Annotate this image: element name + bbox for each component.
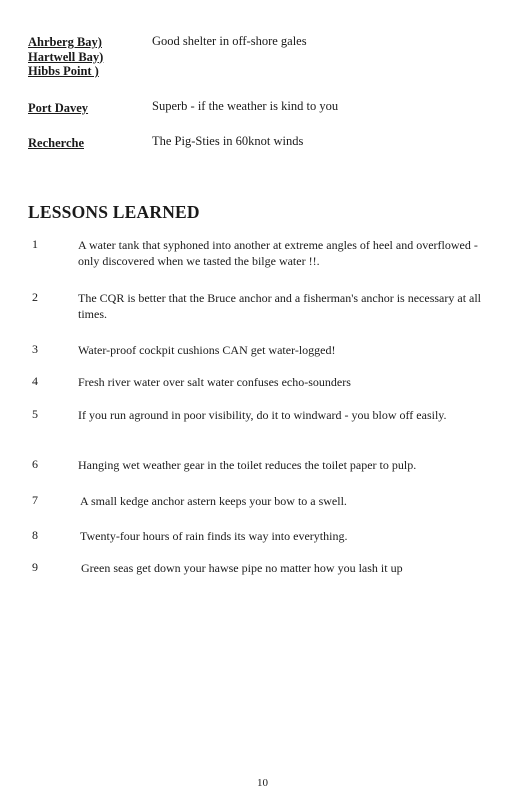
lesson-text: Hanging wet weather gear in the toilet reduces the toilet paper to pulp. [78, 458, 417, 472]
lesson-text: If you run aground in poor visibility, do it to windward - you blow off easily. [78, 408, 447, 422]
lesson-text: Fresh river water over salt water confuses echo-sounders [78, 375, 351, 389]
lesson-text: A small kedge anchor astern keeps your bow to a swell. [80, 494, 347, 508]
anchorage-description: The Pig-Sties in 60knot winds [152, 134, 304, 148]
lesson-number: 2 [32, 290, 38, 304]
lesson-number: 3 [32, 342, 38, 356]
lesson-number: 9 [32, 560, 38, 574]
lesson-text: The CQR is better that the Bruce anchor and a fisherman's anchor is necessary at all times. [78, 291, 482, 321]
anchorage-description: Superb - if the weather is kind to you [152, 99, 339, 113]
lesson-text: Water-proof cockpit cushions CAN get water-logged! [78, 343, 336, 357]
lesson-number: 4 [32, 374, 38, 388]
anchorage-names [28, 35, 103, 79]
lesson-number: 6 [32, 457, 38, 471]
lesson-text: A water tank that syphoned into another at extreme angles of heel and overflowed - only discovered when we tasted the bilge water !!. [78, 238, 478, 268]
anchorage-name: Recherche [28, 136, 84, 150]
anchorage-name: Hibbs Point ) [28, 64, 99, 78]
anchorage-names [28, 136, 84, 151]
lesson-text: Twenty-four hours of rain finds its way into everything. [80, 529, 348, 543]
anchorage-description: Good shelter in off-shore gales [152, 34, 307, 48]
anchorage-name: Port Davey [28, 101, 89, 115]
lesson-number: 8 [32, 528, 38, 542]
anchorage-name: Ahrberg Bay) [28, 35, 102, 49]
page-number: 10 [257, 777, 268, 789]
lesson-number: 5 [32, 407, 38, 421]
anchorage-names [28, 101, 88, 116]
anchorage-name: Hartwell Bay) [28, 49, 104, 64]
lesson-number: 1 [32, 237, 38, 251]
section-heading: LESSONS LEARNED [28, 202, 200, 222]
lesson-text: Green seas get down your hawse pipe no matter how you lash it up [81, 561, 403, 575]
lesson-number: 7 [32, 493, 38, 507]
